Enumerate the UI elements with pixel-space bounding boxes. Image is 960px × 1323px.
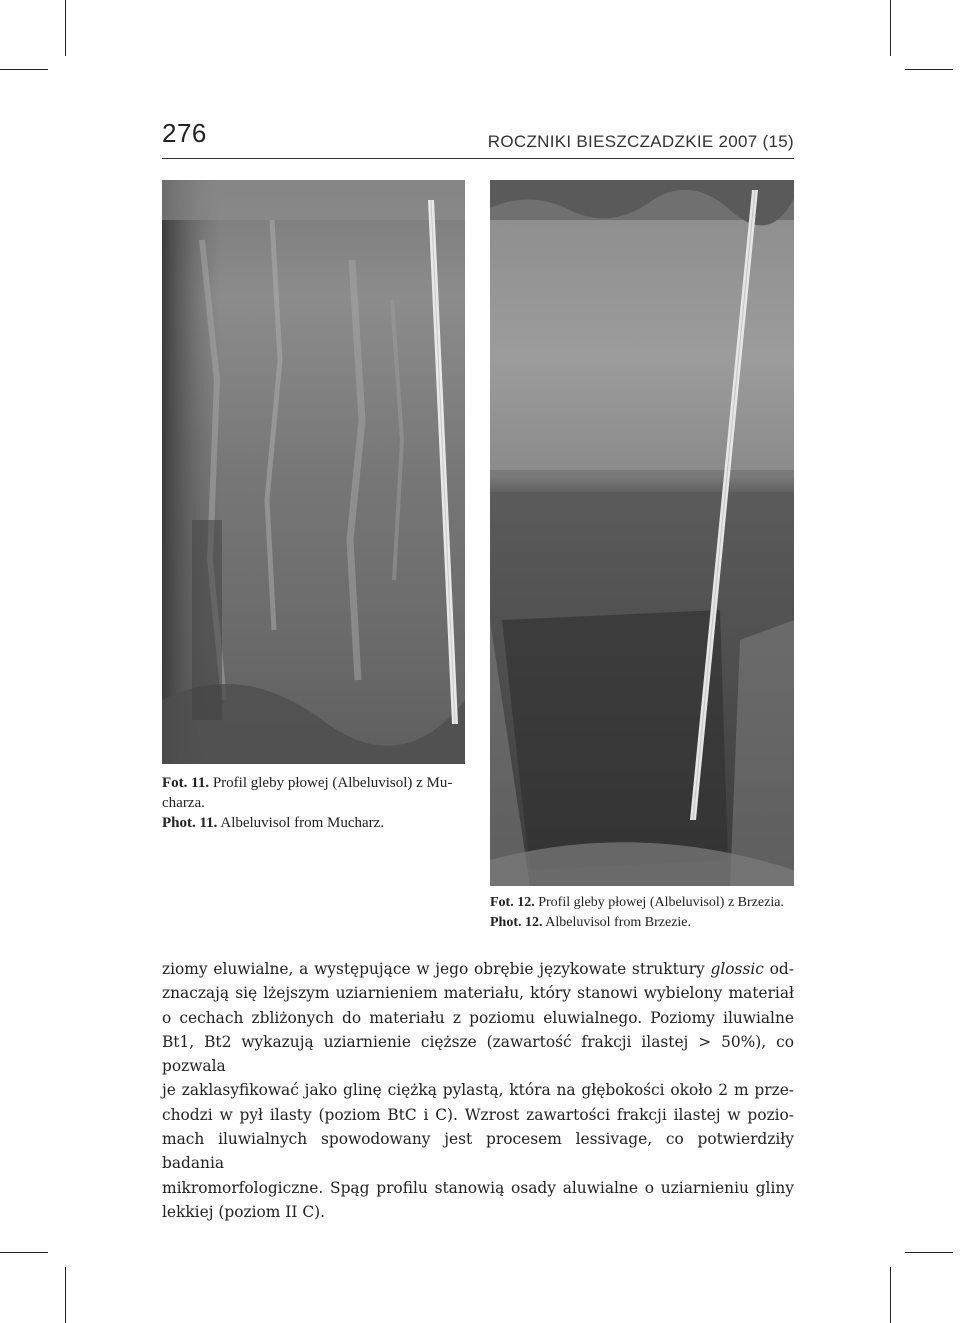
- journal-title: ROCZNIKI BIESZCZADZKIE 2007 (15): [487, 132, 794, 151]
- soil-profile-photo-mucharz: [162, 180, 465, 764]
- caption-polish-continued: charza.: [162, 795, 205, 811]
- caption-polish: Fot. 11. Profil gleby płowej (Albeluvisol) z Mu-: [162, 775, 453, 791]
- crop-mark: [905, 1252, 953, 1253]
- body-paragraph: [162, 957, 794, 1224]
- text-line: chodzi w pył ilasty (poziom BtC i C). Wzrost zawartości frakcji ilastej w pozio-: [162, 1105, 794, 1124]
- text-line: je zaklasyfikować jako glinę ciężką pylastą, która na głębokości około 2 m prze-: [162, 1081, 794, 1100]
- figure-caption-12: [490, 893, 810, 933]
- text-line: znaczają się lżejszym uziarnieniem materiału, który stanowi wybielony materiał: [162, 984, 794, 1003]
- crop-mark: [890, 0, 891, 56]
- text-line: Bt1, Bt2 wykazują uziarnienie cięższe (zawartość frakcji ilastej > 50%), co pozwala: [162, 1032, 794, 1076]
- running-header: [162, 118, 794, 159]
- crop-mark: [905, 69, 953, 70]
- crop-mark: [0, 1252, 48, 1253]
- text-line: mach iluwialnych spowodowany jest procesem lessivage, co potwierdziły badania: [162, 1130, 794, 1173]
- figure-caption-11: [162, 773, 472, 833]
- crop-mark: [0, 69, 48, 70]
- page-number: 276: [162, 118, 207, 148]
- text-line: o cechach zbliżonych do materiału z poziomu eluwialnego. Poziomy iluwialne: [162, 1008, 794, 1027]
- caption-english: Phot. 11. Albeluvisol from Mucharz.: [162, 815, 385, 831]
- caption-english: Phot. 12. Albeluvisol from Brzezie.: [490, 915, 692, 930]
- crop-mark: [65, 1267, 66, 1323]
- soil-profile-photo-brzezie: [490, 180, 794, 886]
- text-line: lekkiej (poziom II C).: [162, 1202, 326, 1221]
- crop-mark: [65, 0, 66, 56]
- text-line: mikromorfologiczne. Spąg profilu stanowią osady aluwialne o uziarnieniu gliny: [162, 1178, 794, 1197]
- caption-polish: Fot. 12. Profil gleby płowej (Albeluvisol) z Brzezia.: [490, 895, 784, 910]
- text-line: ziomy eluwialne, a występujące w jego obrębie językowate struktury glossic od-: [162, 960, 794, 978]
- crop-mark: [890, 1267, 891, 1323]
